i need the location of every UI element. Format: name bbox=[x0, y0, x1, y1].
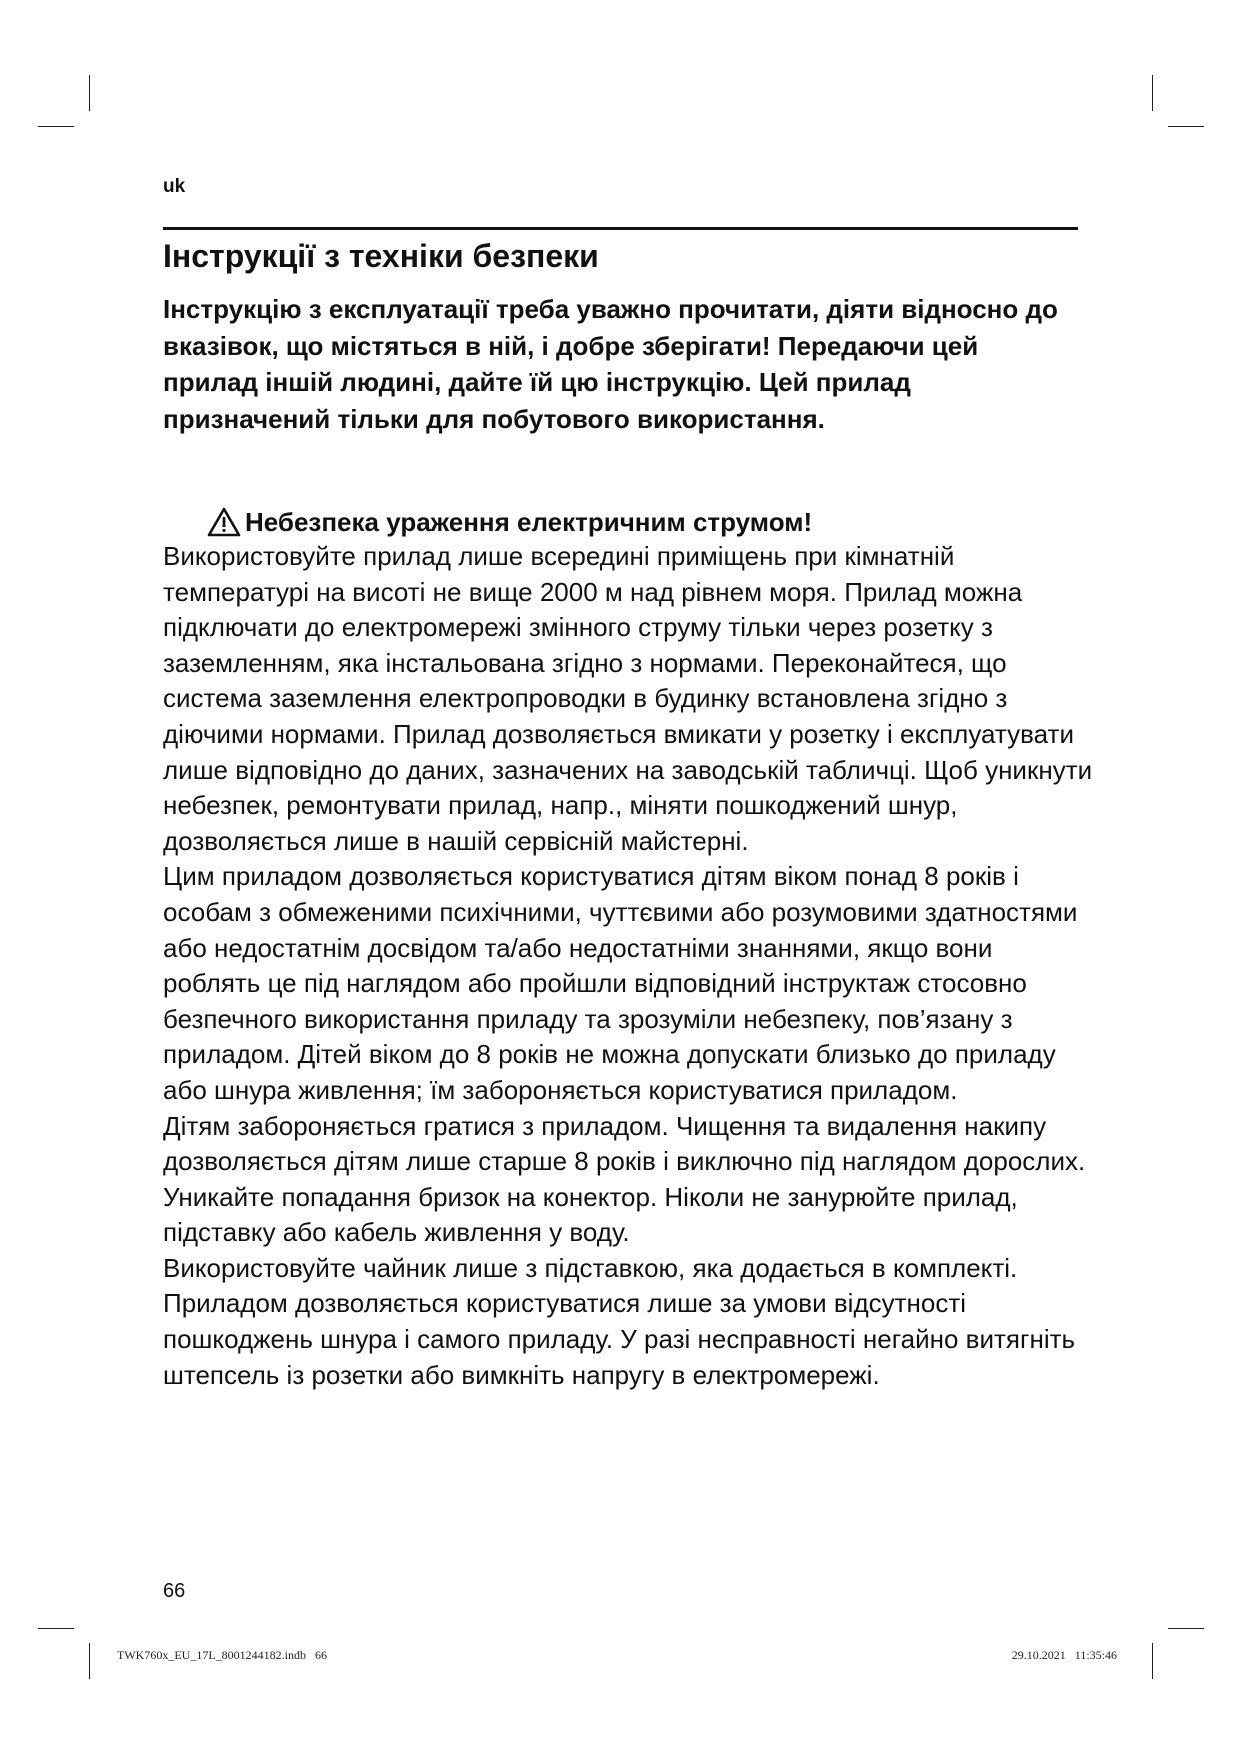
footer-file: TWK760x_EU_17L_8001244182.indb 66 bbox=[117, 1648, 327, 1662]
paragraph: Використовуйте чайник лише з підставкою, яка додається в комплекті. Приладом дозволяється користуватися лише за умови відсутності пошкоджень шнура і самого приладу. У разі несправності негайно витягніть штепсель із розетки або вимкніть напругу в електромережі. bbox=[163, 1252, 1076, 1390]
paragraph: Дітям забороняється гратися з приладом. Чищення та видалення накипу дозволяється дітям лише старше 8 років і виключно під наглядом дорослих. Уникайте попадання бризок на конектор. Ніколи не занурюйте прилад, підставку або кабель живлення у воду. bbox=[163, 1110, 1086, 1248]
intro-text: Інструкцію з експлуатації треба уважно прочитати, діяти відносно до вказівок, що містяться в ній, і добре зберігати! Передаючи цей прилад іншій людині, дайте їй цю інструкцію. Цей прилад призначений тільки для побутового використання. bbox=[163, 294, 1058, 434]
section-title: Інструкції з техніки безпеки bbox=[163, 238, 599, 274]
warning-heading bbox=[207, 504, 812, 540]
crop-mark bbox=[38, 1628, 74, 1629]
crop-mark bbox=[89, 1643, 90, 1679]
crop-mark bbox=[1152, 1643, 1153, 1679]
page-number: 66 bbox=[163, 1580, 186, 1602]
crop-mark bbox=[1168, 1628, 1204, 1629]
language-code: uk bbox=[163, 176, 186, 197]
crop-mark bbox=[38, 126, 74, 127]
warning-body bbox=[163, 539, 1093, 1393]
crop-mark bbox=[89, 75, 90, 111]
crop-mark bbox=[1152, 75, 1153, 111]
paragraph: Цим приладом дозволяється користуватися дітям віком понад 8 років і особам з обмеженими психічними, чуттєвими або розумовими здатностями або недостатнім досвідом та/або недостатніми знаннями, якщо вони роблять це під наглядом або пройшли відповідний інструктаж стосовно безпечного використання приладу та зрозуміли небезпеку, пов’язану з приладом. Дітей віком до 8 років не можна допускати близько до приладу або шнура живлення; їм забороняється користуватися приладом. bbox=[163, 861, 1078, 1105]
warning-heading-text: Небезпека ураження електричним струмом! bbox=[245, 507, 813, 537]
crop-mark bbox=[1168, 126, 1204, 127]
header-rule bbox=[163, 227, 1078, 230]
footer-timestamp: 29.10.2021 11:35:46 bbox=[1011, 1648, 1117, 1662]
paragraph: Використовуйте прилад лише всередині приміщень при кімнатній температурі на висоті не вище 2000 м над рівнем моря. Прилад можна підключати до електромережі змінного струму тільки через розетку з заземленням, яка інстальована згідно з нормами. Переконайтеся, що система заземлення електропроводки в будинку встановлена згідно з діючими нормами. Прилад дозволяється вмикати у розетку і експлуатувати лише відповідно до даних, зазначених на заводській табличці. Щоб уникнути небезпек, ремонтувати прилад, напр., міняти пошкоджений шнур, дозволяється лише в нашій сервісній майстерні. bbox=[163, 541, 1093, 856]
warning-triangle-icon bbox=[207, 507, 241, 537]
